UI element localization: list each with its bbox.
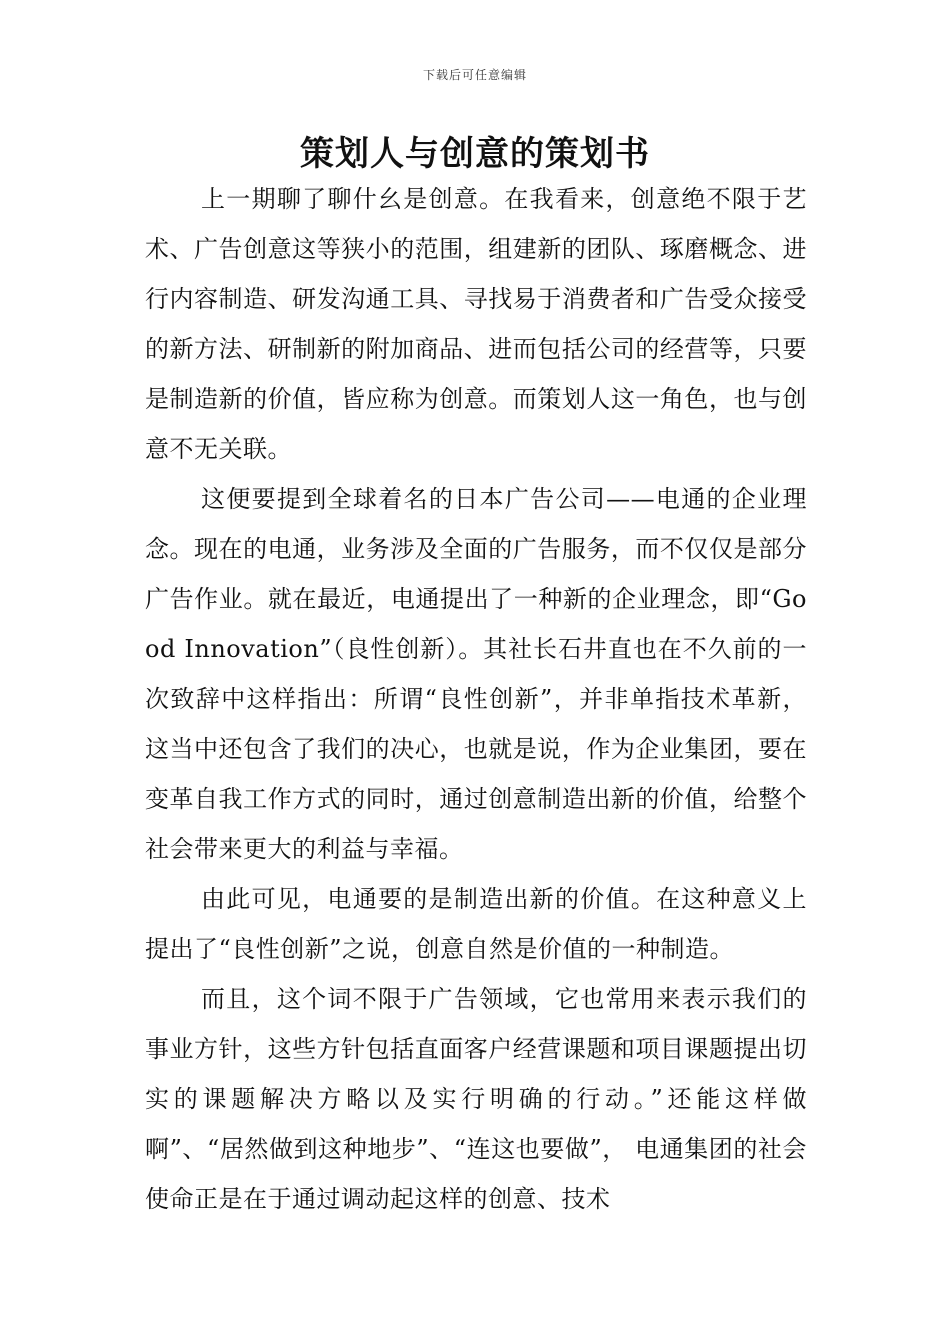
paragraph-3: 由此可见，电通要的是制造出新的价值。在这种意义上提出了“良性创新”之说，创意自然是价值的一种制造。: [145, 885, 807, 963]
header-note: 下载后可任意编辑: [422, 68, 527, 82]
document-title: 策划人与创意的策划书: [300, 134, 650, 174]
paragraph-4: 而且，这个词不限于广告领域，它也常用来表示我们的事业方针，这些方针包括直面客户经营课题和项目课题提出切实的课题解决方略以及实行明确的行动。”还能这样做啊”、“居然做到这种地步”、“连这也要做”， 电通集团的社会使命正是在于通过调动起这样的创意、技术: [145, 985, 807, 1213]
document-body: [145, 174, 807, 1224]
paragraph-1: 上一期聊了聊什幺是创意。在我看来，创意绝不限于艺术、广告创意这等狭小的范围，组建新的团队、琢磨概念、进行内容制造、研发沟通工具、寻找易于消费者和广告受众接受的新方法、研制新的附加商品、进而包括公司的经营等，只要是制造新的价值，皆应称为创意。而策划人这一角色，也与创意不无关联。: [145, 185, 807, 463]
paragraph-2: 这便要提到全球着名的日本广告公司——电通的企业理念。现在的电通，业务涉及全面的广告服务，而不仅仅是部分广告作业。就在最近，电通提出了一种新的企业理念，即“Good Innovation”（良性创新）。其社长石井直也在不久前的一次致辞中这样指出：所谓“良性创新”，并非单指技术革新，这当中还包含了我们的决心，也就是说，作为企业集团，要在变革自我工作方式的同时，通过创意制造出新的价值，给整个社会带来更大的利益与幸福。: [145, 485, 807, 863]
